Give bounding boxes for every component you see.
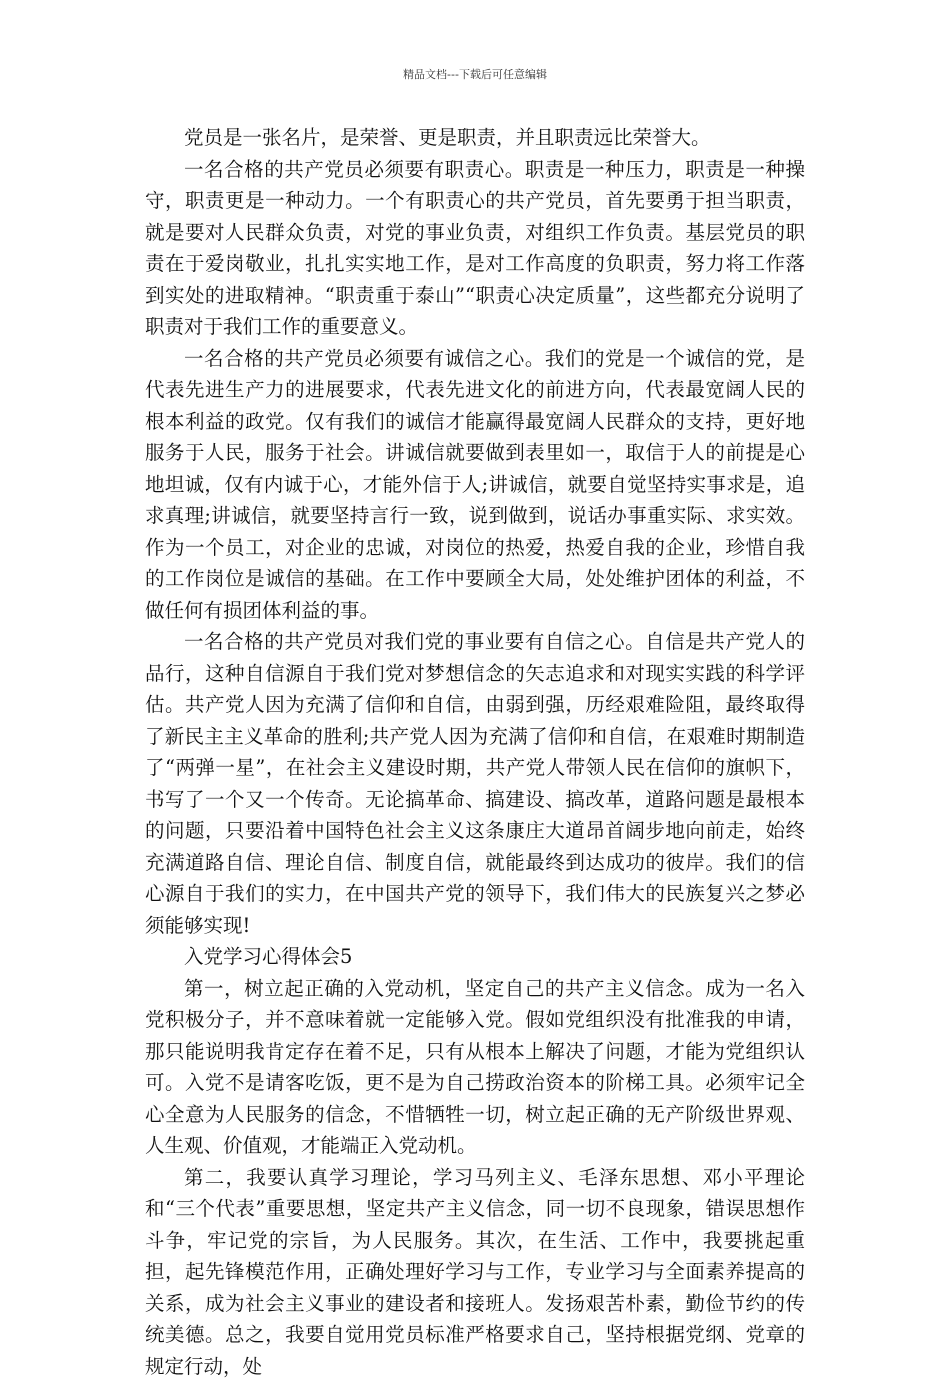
paragraph-1: 党员是一张名片，是荣誉、更是职责，并且职责远比荣誉大。	[145, 122, 805, 154]
document-body	[145, 122, 805, 1382]
section-heading: 入党学习心得体会5	[145, 941, 805, 973]
paragraph-6: 第二，我要认真学习理论，学习马列主义、毛泽东思想、邓小平理论和“三个代表”重要思想，坚定共产主义信念，同一切不良现象，错误思想作斗争，牢记党的宗旨，为人民服务。其次，在生活、工作中，我要挑起重担，起先锋模范作用，正确处理好学习与工作，专业学习与全面素养提高的关系，成为社会主义事业的建设者和接班人。发扬艰苦朴素，勤俭节约的传统美德。总之，我要自觉用党员标准严格要求自己，坚持根据党纲、党章的规定行动，处	[145, 1162, 805, 1382]
paragraph-4: 一名合格的共产党员对我们党的事业要有自信之心。自信是共产党人的品行，这种自信源自于我们党对梦想信念的矢志追求和对现实实践的科学评估。共产党人因为充满了信仰和自信，由弱到强，历经艰难险阻，最终取得了新民主主义革命的胜利;共产党人因为充满了信仰和自信，在艰难时期制造了“两弹一星”，在社会主义建设时期，共产党人带领人民在信仰的旗帜下，书写了一个又一个传奇。无论搞革命、搞建设、搞改革，道路问题是最根本的问题，只要沿着中国特色社会主义这条康庄大道昂首阔步地向前走，始终充满道路自信、理论自信、制度自信，就能最终到达成功的彼岸。我们的信心源自于我们的实力，在中国共产党的领导下，我们伟大的民族复兴之梦必须能够实现!	[145, 626, 805, 941]
page-header: 精品文档---下载后可任意编辑	[0, 66, 950, 82]
paragraph-2: 一名合格的共产党员必须要有职责心。职责是一种压力，职责是一种操守，职责更是一种动力。一个有职责心的共产党员，首先要勇于担当职责，就是要对人民群众负责，对党的事业负责，对组织工作负责。基层党员的职责在于爱岗敬业，扎扎实实地工作，是对工作高度的负职责，努力将工作落到实处的进取精神。“职责重于泰山”“职责心决定质量”，这些都充分说明了职责对于我们工作的重要意义。	[145, 154, 805, 343]
paragraph-5: 第一，树立起正确的入党动机，坚定自己的共产主义信念。成为一名入党积极分子，并不意味着就一定能够入党。假如党组织没有批准我的申请，那只能说明我肯定存在着不足，只有从根本上解决了问题，才能为党组织认可。入党不是请客吃饭，更不是为自己捞政治资本的阶梯工具。必须牢记全心全意为人民服务的信念，不惜牺牲一切，树立起正确的无产阶级世界观、人生观、价值观，才能端正入党动机。	[145, 973, 805, 1162]
paragraph-3: 一名合格的共产党员必须要有诚信之心。我们的党是一个诚信的党，是代表先进生产力的进展要求，代表先进文化的前进方向，代表最宽阔人民的根本利益的政党。仅有我们的诚信才能赢得最宽阔人民群众的支持，更好地服务于人民，服务于社会。讲诚信就要做到表里如一，取信于人的前提是心地坦诚，仅有内诚于心，才能外信于人;讲诚信，就要自觉坚持实事求是，追求真理;讲诚信，就要坚持言行一致，说到做到，说话办事重实际、求实效。作为一个员工，对企业的忠诚，对岗位的热爱，热爱自我的企业，珍惜自我的工作岗位是诚信的基础。在工作中要顾全大局，处处维护团体的利益，不做任何有损团体利益的事。	[145, 343, 805, 627]
